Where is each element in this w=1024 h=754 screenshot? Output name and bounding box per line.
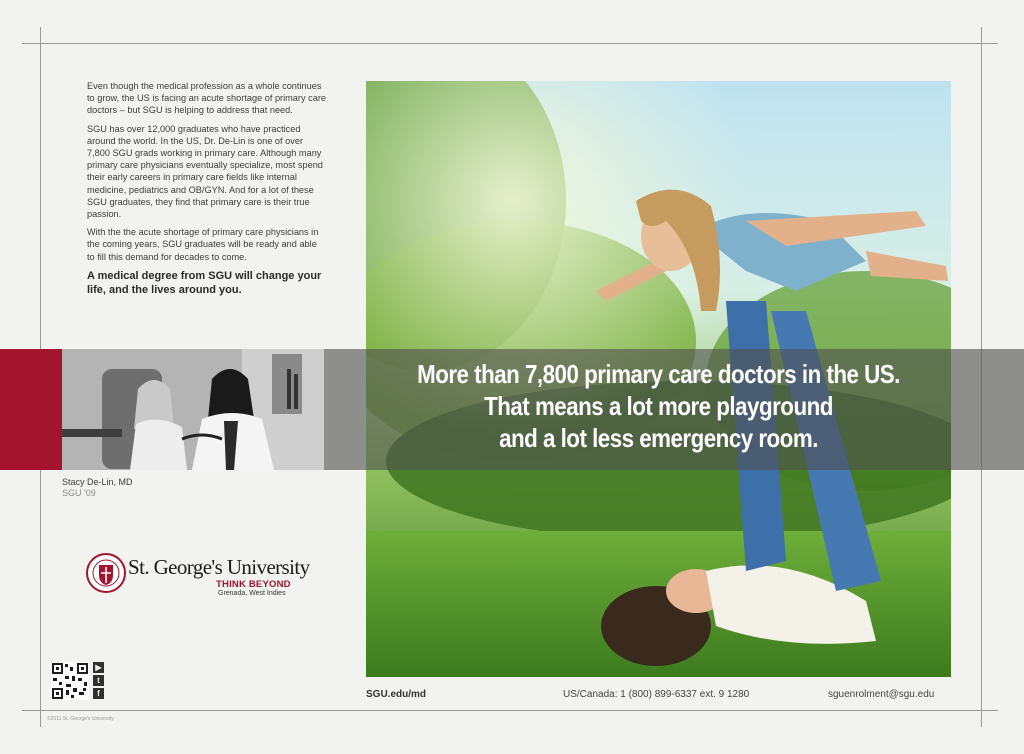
headline-line-3: and a lot less emergency room.: [499, 423, 818, 453]
email-link[interactable]: sguenrolment@sgu.edu: [828, 689, 935, 700]
phone-number: US/Canada: 1 (800) 899-6337 ext. 9 1280: [563, 689, 750, 700]
crop-mark-top: [22, 43, 998, 44]
body-paragraph-2: SGU has over 12,000 graduates who have practiced around the world. In the US, Dr. De-Lin is one of over 7,800 SGU grads working in primary care. Although many primary care physicians eventually specialize, most spend their early careers in primary care fields like internal medicine, pediatrics and OB/GYN. And for a lot of these SGU graduates, they find that primary care is their true passion.: [87, 123, 323, 220]
university-seal-icon: [86, 553, 126, 593]
copyright-text: ©2011 St. George's University: [47, 716, 114, 722]
headline-line-1: More than 7,800 primary care doctors in the US.: [417, 359, 900, 389]
tagline: A medical degree from SGU will change your life, and the lives around you.: [87, 269, 322, 296]
body-paragraph-3: With the the acute shortage of primary care physicians in the coming years, SGU graduates will be ready and able to fill this demand for decades to come.: [87, 227, 319, 262]
university-logo[interactable]: [86, 553, 316, 601]
crop-mark-bottom: [22, 710, 998, 711]
youtube-icon[interactable]: ▶: [93, 662, 104, 673]
qr-code-icon[interactable]: [51, 662, 89, 700]
university-location: Grenada, West Indies: [218, 590, 286, 597]
university-name: St. George's University: [128, 555, 310, 579]
body-paragraph-1: Even though the medical profession as a whole continues to grow, the US is facing an acute shortage of primary care doctors – but SGU is helping to address that need.: [87, 81, 326, 116]
body-copy: [87, 80, 327, 303]
website-link[interactable]: SGU.edu/md: [366, 689, 427, 700]
doctor-patient-photo: [62, 349, 324, 470]
graduation-class: SGU '09: [62, 488, 96, 498]
doctor-name: Stacy De-Lin, MD: [62, 477, 133, 487]
photo-caption: [62, 477, 133, 499]
doctor-photo: [62, 349, 324, 470]
facebook-icon[interactable]: f: [93, 688, 104, 699]
university-slogan: THINK BEYOND: [216, 579, 291, 590]
red-accent-bar: [0, 349, 62, 470]
headline: [407, 358, 910, 454]
twitter-icon[interactable]: t: [93, 675, 104, 686]
headline-line-2: That means a lot more playground: [484, 391, 833, 421]
